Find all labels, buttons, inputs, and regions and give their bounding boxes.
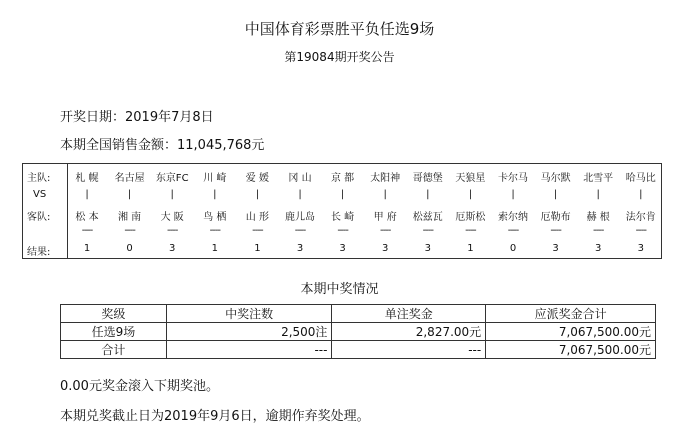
away-team: 甲 府 bbox=[373, 212, 397, 223]
dash-separator: ---- bbox=[81, 225, 93, 236]
prize-header-row bbox=[61, 305, 656, 323]
away-team: 湘 南 bbox=[118, 212, 142, 223]
match-column bbox=[537, 164, 575, 258]
page-title: 中国体育彩票胜平负任选9场 bbox=[244, 20, 435, 38]
vs-separator: | bbox=[426, 189, 430, 200]
vs-separator: | bbox=[468, 189, 473, 200]
table-row bbox=[61, 323, 656, 341]
draw-date: 开奖日期：2019年7月8日 bbox=[60, 110, 214, 125]
away-team: 山 形 bbox=[245, 212, 269, 223]
total-prize: 7,067,500.00元 bbox=[486, 341, 656, 359]
col-header-unit: 单注奖金 bbox=[332, 305, 486, 323]
col-header-total: 应派奖金合计 bbox=[486, 305, 656, 323]
col-header-level: 奖级 bbox=[61, 305, 167, 323]
away-team: 松 本 bbox=[75, 212, 99, 223]
prize-table bbox=[60, 304, 656, 359]
vs-separator: | bbox=[85, 189, 89, 200]
dash-separator: ---- bbox=[592, 225, 604, 236]
vs-label: VS bbox=[33, 189, 47, 200]
match-column bbox=[451, 164, 489, 258]
match-result: 1 bbox=[254, 243, 261, 254]
match-result: 3 bbox=[382, 243, 389, 254]
dash-separator: ---- bbox=[465, 225, 476, 236]
match-result: 3 bbox=[595, 243, 602, 254]
match-result: 3 bbox=[339, 243, 346, 254]
home-team: 川 崎 bbox=[203, 173, 227, 184]
match-result: 3 bbox=[424, 243, 431, 254]
dash-separator: ---- bbox=[635, 225, 647, 236]
prize-level: 合计 bbox=[61, 341, 167, 359]
match-column bbox=[366, 164, 404, 258]
vs-separator: | bbox=[511, 189, 515, 200]
dash-separator: ---- bbox=[294, 225, 306, 236]
vs-separator: | bbox=[213, 189, 217, 200]
dash-separator: ---- bbox=[252, 225, 263, 236]
match-column bbox=[622, 164, 660, 258]
col-header-count: 中奖注数 bbox=[166, 305, 332, 323]
match-column bbox=[579, 164, 617, 258]
away-team: 厄斯松 bbox=[455, 212, 486, 223]
vs-separator: | bbox=[340, 189, 345, 200]
home-team: 爱 媛 bbox=[245, 173, 269, 184]
match-result: 1 bbox=[211, 243, 218, 254]
vs-separator: | bbox=[639, 189, 643, 200]
match-result: 3 bbox=[637, 243, 644, 254]
away-team: 鸟 栖 bbox=[203, 212, 227, 223]
dash-separator: ---- bbox=[337, 225, 348, 236]
dash-separator: ---- bbox=[124, 225, 135, 236]
match-column bbox=[153, 164, 191, 258]
vs-separator: | bbox=[596, 189, 600, 200]
dash-separator: ---- bbox=[507, 225, 519, 236]
vs-separator: | bbox=[127, 189, 132, 200]
match-column bbox=[238, 164, 276, 258]
unit-prize: 2,827.00元 bbox=[332, 323, 486, 341]
dash-separator: ---- bbox=[422, 225, 434, 236]
deadline-note: 本期兑奖截止日为2019年9月6日，逾期作弃奖处理。 bbox=[60, 409, 370, 424]
unit-prize: --- bbox=[332, 341, 486, 359]
match-column bbox=[494, 164, 532, 258]
home-team: 哥德堡 bbox=[412, 173, 443, 184]
match-result: 0 bbox=[126, 243, 133, 254]
home-team: 卡尔马 bbox=[498, 173, 528, 184]
total-prize: 7,067,500.00元 bbox=[486, 323, 656, 341]
away-team: 法尔肯 bbox=[625, 212, 656, 223]
match-column bbox=[281, 164, 319, 258]
home-team: 天狼星 bbox=[455, 173, 486, 184]
rollover-note: 0.00元奖金滚入下期奖池。 bbox=[60, 379, 219, 394]
match-result: 3 bbox=[552, 243, 559, 254]
dash-separator: ---- bbox=[379, 225, 391, 236]
match-column bbox=[111, 164, 149, 258]
match-result: 1 bbox=[83, 243, 91, 254]
away-label: 客队: bbox=[27, 212, 51, 223]
home-team: 太阳神 bbox=[370, 173, 401, 184]
match-column bbox=[196, 164, 234, 258]
match-result: 3 bbox=[169, 243, 176, 254]
away-team: 松兹瓦 bbox=[412, 212, 443, 223]
issue-subtitle: 第19084期开奖公告 bbox=[284, 50, 395, 64]
match-table bbox=[22, 163, 662, 259]
home-team: 东京FC bbox=[155, 173, 189, 184]
prize-level: 任选9场 bbox=[61, 323, 167, 341]
away-team: 大 阪 bbox=[160, 212, 184, 223]
dash-separator: ---- bbox=[209, 225, 221, 236]
home-team: 北雪平 bbox=[583, 173, 614, 184]
home-team: 札 幌 bbox=[75, 173, 99, 184]
match-column bbox=[68, 164, 106, 258]
vs-separator: | bbox=[298, 189, 302, 200]
vs-separator: | bbox=[170, 189, 174, 200]
away-team: 赫 根 bbox=[586, 212, 610, 223]
vs-separator: | bbox=[553, 189, 558, 200]
table-row bbox=[61, 341, 656, 359]
match-result: 0 bbox=[509, 243, 517, 254]
home-team: 京 都 bbox=[331, 173, 355, 184]
prize-heading: 本期中奖情况 bbox=[300, 282, 379, 297]
sales-amount: 本期全国销售金额：11,045,768元 bbox=[60, 138, 265, 153]
away-team: 长 崎 bbox=[331, 212, 355, 223]
home-team: 哈马比 bbox=[625, 173, 656, 184]
match-column bbox=[324, 164, 362, 258]
away-team: 厄勒布 bbox=[540, 212, 571, 223]
dash-separator: ---- bbox=[166, 225, 178, 236]
match-result: 3 bbox=[296, 243, 304, 254]
home-team: 冈 山 bbox=[288, 173, 312, 184]
match-result: 1 bbox=[467, 243, 474, 254]
result-label: 结果: bbox=[27, 247, 51, 258]
winner-count: 2,500注 bbox=[166, 323, 332, 341]
dash-separator: ---- bbox=[550, 225, 561, 236]
away-team: 鹿儿岛 bbox=[285, 212, 315, 223]
winner-count: --- bbox=[166, 341, 332, 359]
match-column bbox=[409, 164, 447, 258]
home-team: 名古屋 bbox=[114, 173, 145, 184]
vs-separator: | bbox=[383, 189, 387, 200]
home-label: 主队: bbox=[27, 173, 51, 184]
vs-separator: | bbox=[255, 189, 260, 200]
away-team: 索尔纳 bbox=[498, 212, 528, 223]
home-team: 马尔默 bbox=[540, 173, 571, 184]
